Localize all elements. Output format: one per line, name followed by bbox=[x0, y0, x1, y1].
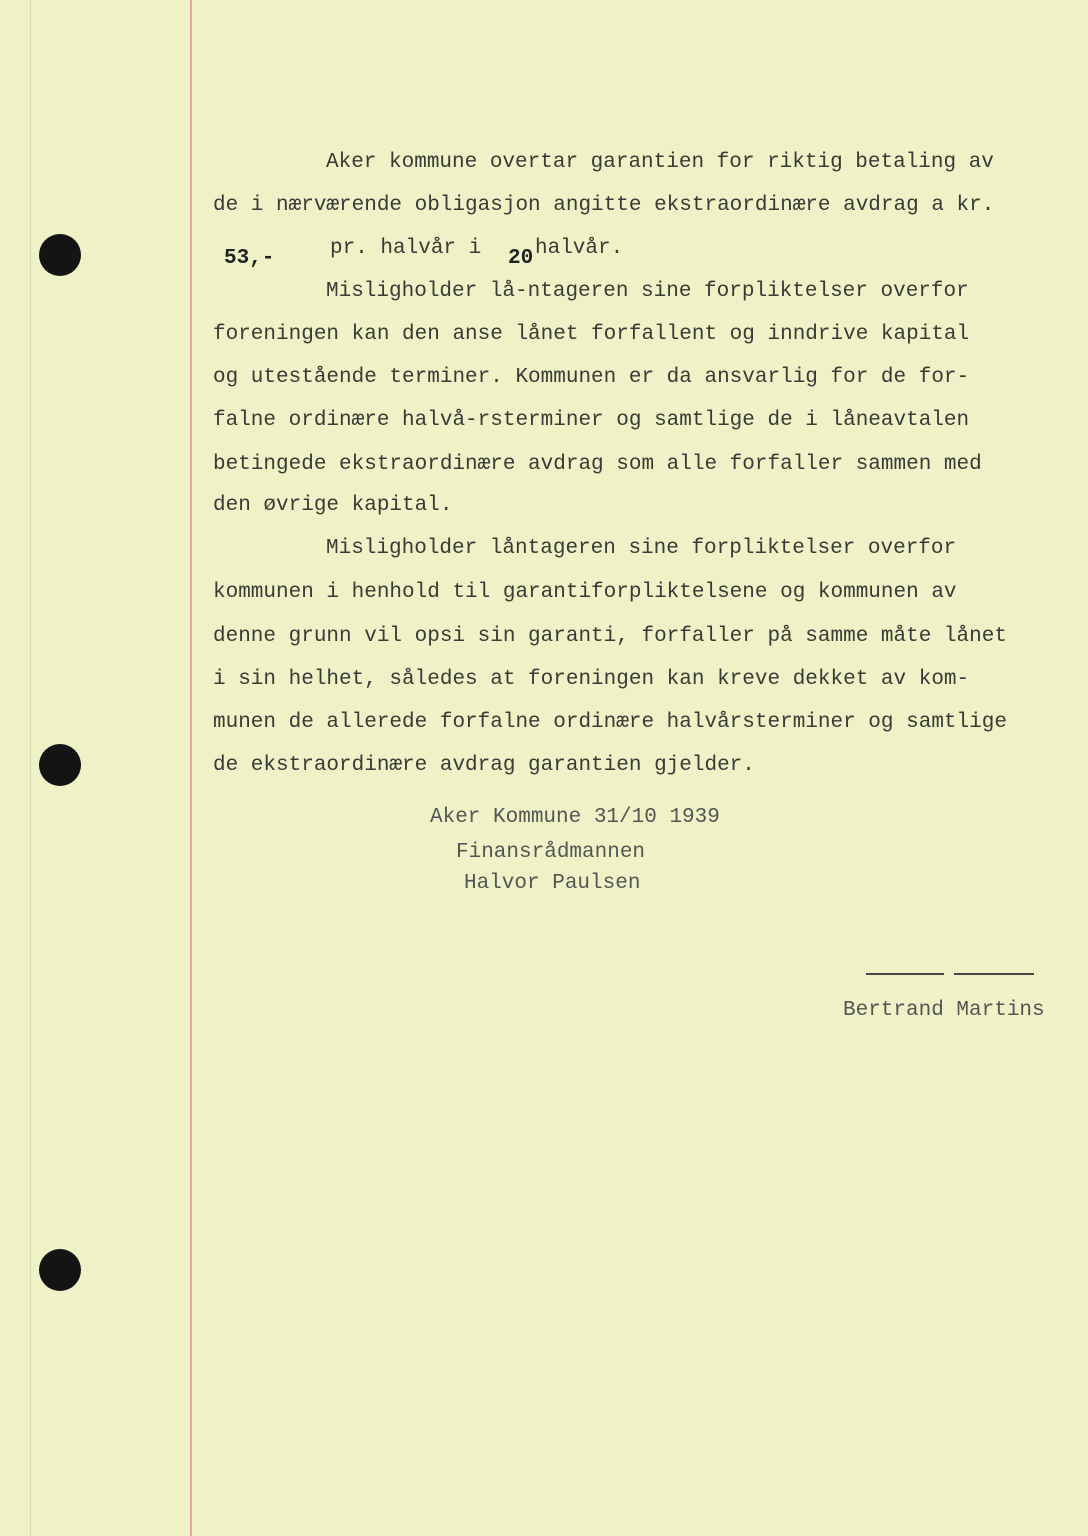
text-line: denne grunn vil opsi sin garanti, forfaller på samme måte lånet bbox=[213, 625, 1007, 648]
margin-line bbox=[190, 0, 192, 1536]
punch-hole bbox=[39, 1249, 81, 1291]
witness-name: Bertrand Martins bbox=[843, 999, 1045, 1022]
signature-rule bbox=[954, 973, 1034, 975]
text-line: falne ordinære halvå-rsterminer og samtlige de i låneavtalen bbox=[213, 409, 970, 432]
signature-title: Finansrådmannen bbox=[456, 841, 646, 864]
amount-handwritten: 53,- bbox=[224, 247, 275, 270]
text-line: halvår. bbox=[535, 237, 624, 260]
text-line: de i nærværende obligasjon angitte ekstraordinære avdrag a kr. bbox=[213, 194, 995, 217]
text-line: i sin helhet, således at foreningen kan kreve dekket av kom- bbox=[213, 668, 970, 691]
text-line: foreningen kan den anse lånet forfallent og inndrive kapital bbox=[213, 323, 970, 346]
punch-hole bbox=[39, 744, 81, 786]
text-line: Misligholder lå-ntageren sine forpliktelser overfor bbox=[326, 280, 969, 303]
text-line: den øvrige kapital. bbox=[213, 494, 453, 517]
text-line: de ekstraordinære avdrag garantien gjelder. bbox=[213, 754, 755, 777]
signature-rule bbox=[866, 973, 944, 975]
count-handwritten: 20 bbox=[508, 247, 534, 270]
text-line: kommunen i henhold til garantiforpliktelsene og kommunen av bbox=[213, 581, 957, 604]
text-line: pr. halvår i bbox=[330, 237, 482, 260]
text-line: Aker kommune overtar garantien for riktig betaling av bbox=[326, 151, 994, 174]
text-line: og utestående terminer. Kommunen er da ansvarlig for de for- bbox=[213, 366, 970, 389]
text-line: munen de allerede forfalne ordinære halvårsterminer og samtlige bbox=[213, 711, 1007, 734]
text-line: Misligholder låntageren sine forpliktelser overfor bbox=[326, 537, 957, 560]
page-edge bbox=[30, 0, 31, 1536]
text-line: betingede ekstraordinære avdrag som alle forfaller sammen med bbox=[213, 453, 982, 476]
signature-place-date: Aker Kommune 31/10 1939 bbox=[430, 806, 720, 829]
signature-name: Halvor Paulsen bbox=[464, 872, 641, 895]
punch-hole bbox=[39, 234, 81, 276]
